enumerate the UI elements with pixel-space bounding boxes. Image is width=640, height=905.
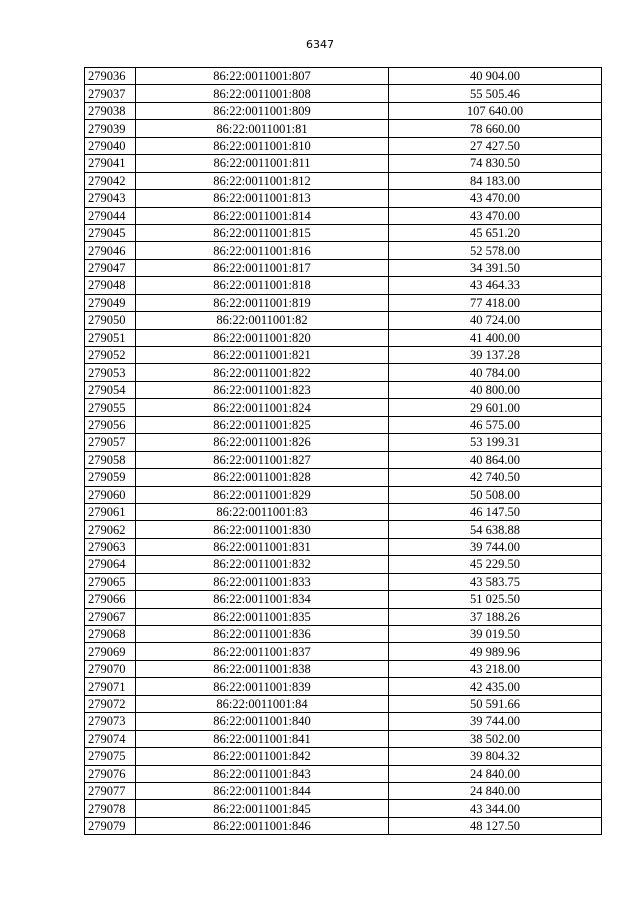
value-cell: 50 508.00 xyxy=(389,486,602,503)
table-row xyxy=(85,207,602,224)
table-row xyxy=(85,381,602,398)
row-id-cell: 279055 xyxy=(85,399,136,416)
table-row xyxy=(85,277,602,294)
table-row xyxy=(85,817,602,834)
cadastral-number-cell: 86:22:0011001:826 xyxy=(136,434,389,451)
cadastral-number-cell: 86:22:0011001:808 xyxy=(136,85,389,102)
cadastral-number-cell: 86:22:0011001:841 xyxy=(136,730,389,747)
value-cell: 55 505.46 xyxy=(389,85,602,102)
row-id-cell: 279046 xyxy=(85,242,136,259)
cadastral-number-cell: 86:22:0011001:829 xyxy=(136,486,389,503)
value-cell: 46 575.00 xyxy=(389,416,602,433)
table-row xyxy=(85,748,602,765)
table-row xyxy=(85,259,602,276)
row-id-cell: 279058 xyxy=(85,451,136,468)
cadastral-number-cell: 86:22:0011001:842 xyxy=(136,748,389,765)
value-cell: 43 583.75 xyxy=(389,573,602,590)
cadastral-number-cell: 86:22:0011001:807 xyxy=(136,68,389,85)
table-row xyxy=(85,503,602,520)
table-row xyxy=(85,416,602,433)
value-cell: 49 989.96 xyxy=(389,643,602,660)
table-row xyxy=(85,678,602,695)
row-id-cell: 279078 xyxy=(85,800,136,817)
value-cell: 45 651.20 xyxy=(389,224,602,241)
value-cell: 43 344.00 xyxy=(389,800,602,817)
row-id-cell: 279065 xyxy=(85,573,136,590)
table-row xyxy=(85,137,602,154)
value-cell: 37 188.26 xyxy=(389,608,602,625)
value-cell: 78 660.00 xyxy=(389,120,602,137)
table-row xyxy=(85,155,602,172)
table-row xyxy=(85,591,602,608)
table-row xyxy=(85,660,602,677)
row-id-cell: 279052 xyxy=(85,347,136,364)
cadastral-number-cell: 86:22:0011001:819 xyxy=(136,294,389,311)
table-row xyxy=(85,730,602,747)
row-id-cell: 279050 xyxy=(85,312,136,329)
cadastral-number-cell: 86:22:0011001:835 xyxy=(136,608,389,625)
registry-table xyxy=(84,67,602,835)
table-row xyxy=(85,347,602,364)
value-cell: 45 229.50 xyxy=(389,556,602,573)
cadastral-number-cell: 86:22:0011001:817 xyxy=(136,259,389,276)
cadastral-number-cell: 86:22:0011001:845 xyxy=(136,800,389,817)
cadastral-number-cell: 86:22:0011001:810 xyxy=(136,137,389,154)
value-cell: 84 183.00 xyxy=(389,172,602,189)
row-id-cell: 279039 xyxy=(85,120,136,137)
cadastral-number-cell: 86:22:0011001:834 xyxy=(136,591,389,608)
cadastral-number-cell: 86:22:0011001:825 xyxy=(136,416,389,433)
row-id-cell: 279064 xyxy=(85,556,136,573)
table-row xyxy=(85,573,602,590)
table-row xyxy=(85,120,602,137)
value-cell: 41 400.00 xyxy=(389,329,602,346)
value-cell: 39 744.00 xyxy=(389,713,602,730)
table-row xyxy=(85,469,602,486)
row-id-cell: 279069 xyxy=(85,643,136,660)
table-row xyxy=(85,68,602,85)
value-cell: 34 391.50 xyxy=(389,259,602,276)
row-id-cell: 279073 xyxy=(85,713,136,730)
cadastral-number-cell: 86:22:0011001:81 xyxy=(136,120,389,137)
row-id-cell: 279036 xyxy=(85,68,136,85)
table-row xyxy=(85,608,602,625)
cadastral-number-cell: 86:22:0011001:837 xyxy=(136,643,389,660)
cadastral-number-cell: 86:22:0011001:84 xyxy=(136,695,389,712)
table-row xyxy=(85,626,602,643)
value-cell: 42 740.50 xyxy=(389,469,602,486)
row-id-cell: 279072 xyxy=(85,695,136,712)
table-row xyxy=(85,434,602,451)
row-id-cell: 279043 xyxy=(85,190,136,207)
cadastral-number-cell: 86:22:0011001:833 xyxy=(136,573,389,590)
row-id-cell: 279067 xyxy=(85,608,136,625)
row-id-cell: 279070 xyxy=(85,660,136,677)
row-id-cell: 279044 xyxy=(85,207,136,224)
value-cell: 39 137.28 xyxy=(389,347,602,364)
table-row xyxy=(85,556,602,573)
row-id-cell: 279061 xyxy=(85,503,136,520)
value-cell: 39 804.32 xyxy=(389,748,602,765)
row-id-cell: 279051 xyxy=(85,329,136,346)
row-id-cell: 279071 xyxy=(85,678,136,695)
cadastral-number-cell: 86:22:0011001:827 xyxy=(136,451,389,468)
row-id-cell: 279049 xyxy=(85,294,136,311)
cadastral-number-cell: 86:22:0011001:836 xyxy=(136,626,389,643)
cadastral-number-cell: 86:22:0011001:839 xyxy=(136,678,389,695)
row-id-cell: 279047 xyxy=(85,259,136,276)
row-id-cell: 279077 xyxy=(85,782,136,799)
row-id-cell: 279060 xyxy=(85,486,136,503)
value-cell: 40 904.00 xyxy=(389,68,602,85)
row-id-cell: 279056 xyxy=(85,416,136,433)
table-row xyxy=(85,329,602,346)
cadastral-number-cell: 86:22:0011001:824 xyxy=(136,399,389,416)
cadastral-number-cell: 86:22:0011001:816 xyxy=(136,242,389,259)
value-cell: 77 418.00 xyxy=(389,294,602,311)
cadastral-number-cell: 86:22:0011001:840 xyxy=(136,713,389,730)
cadastral-number-cell: 86:22:0011001:820 xyxy=(136,329,389,346)
value-cell: 43 218.00 xyxy=(389,660,602,677)
row-id-cell: 279057 xyxy=(85,434,136,451)
cadastral-number-cell: 86:22:0011001:83 xyxy=(136,503,389,520)
row-id-cell: 279054 xyxy=(85,381,136,398)
row-id-cell: 279068 xyxy=(85,626,136,643)
row-id-cell: 279053 xyxy=(85,364,136,381)
value-cell: 27 427.50 xyxy=(389,137,602,154)
cadastral-number-cell: 86:22:0011001:821 xyxy=(136,347,389,364)
table-row xyxy=(85,538,602,555)
row-id-cell: 279041 xyxy=(85,155,136,172)
value-cell: 43 464.33 xyxy=(389,277,602,294)
row-id-cell: 279037 xyxy=(85,85,136,102)
cadastral-number-cell: 86:22:0011001:844 xyxy=(136,782,389,799)
cadastral-number-cell: 86:22:0011001:813 xyxy=(136,190,389,207)
row-id-cell: 279062 xyxy=(85,521,136,538)
cadastral-number-cell: 86:22:0011001:838 xyxy=(136,660,389,677)
value-cell: 39 744.00 xyxy=(389,538,602,555)
value-cell: 24 840.00 xyxy=(389,782,602,799)
registry-table-body xyxy=(85,68,602,835)
page-number: 6347 xyxy=(306,38,334,51)
cadastral-number-cell: 86:22:0011001:815 xyxy=(136,224,389,241)
value-cell: 42 435.00 xyxy=(389,678,602,695)
cadastral-number-cell: 86:22:0011001:811 xyxy=(136,155,389,172)
cadastral-number-cell: 86:22:0011001:812 xyxy=(136,172,389,189)
value-cell: 24 840.00 xyxy=(389,765,602,782)
value-cell: 48 127.50 xyxy=(389,817,602,834)
value-cell: 52 578.00 xyxy=(389,242,602,259)
row-id-cell: 279066 xyxy=(85,591,136,608)
table-row xyxy=(85,643,602,660)
value-cell: 54 638.88 xyxy=(389,521,602,538)
value-cell: 51 025.50 xyxy=(389,591,602,608)
row-id-cell: 279074 xyxy=(85,730,136,747)
row-id-cell: 279076 xyxy=(85,765,136,782)
table-row xyxy=(85,224,602,241)
value-cell: 50 591.66 xyxy=(389,695,602,712)
value-cell: 40 800.00 xyxy=(389,381,602,398)
row-id-cell: 279042 xyxy=(85,172,136,189)
cadastral-number-cell: 86:22:0011001:809 xyxy=(136,102,389,119)
row-id-cell: 279048 xyxy=(85,277,136,294)
value-cell: 74 830.50 xyxy=(389,155,602,172)
table-row xyxy=(85,451,602,468)
row-id-cell: 279079 xyxy=(85,817,136,834)
value-cell: 38 502.00 xyxy=(389,730,602,747)
cadastral-number-cell: 86:22:0011001:846 xyxy=(136,817,389,834)
value-cell: 40 724.00 xyxy=(389,312,602,329)
table-row xyxy=(85,782,602,799)
cadastral-number-cell: 86:22:0011001:818 xyxy=(136,277,389,294)
value-cell: 40 784.00 xyxy=(389,364,602,381)
table-row xyxy=(85,312,602,329)
value-cell: 29 601.00 xyxy=(389,399,602,416)
table-row xyxy=(85,695,602,712)
table-row xyxy=(85,713,602,730)
table-row xyxy=(85,294,602,311)
table-row xyxy=(85,765,602,782)
cadastral-number-cell: 86:22:0011001:823 xyxy=(136,381,389,398)
row-id-cell: 279059 xyxy=(85,469,136,486)
value-cell: 46 147.50 xyxy=(389,503,602,520)
table-row xyxy=(85,486,602,503)
cadastral-number-cell: 86:22:0011001:828 xyxy=(136,469,389,486)
value-cell: 43 470.00 xyxy=(389,190,602,207)
cadastral-number-cell: 86:22:0011001:832 xyxy=(136,556,389,573)
cadastral-number-cell: 86:22:0011001:82 xyxy=(136,312,389,329)
table-row xyxy=(85,172,602,189)
cadastral-number-cell: 86:22:0011001:814 xyxy=(136,207,389,224)
cadastral-number-cell: 86:22:0011001:830 xyxy=(136,521,389,538)
value-cell: 43 470.00 xyxy=(389,207,602,224)
value-cell: 107 640.00 xyxy=(389,102,602,119)
cadastral-number-cell: 86:22:0011001:831 xyxy=(136,538,389,555)
table-row xyxy=(85,800,602,817)
table-row xyxy=(85,102,602,119)
row-id-cell: 279075 xyxy=(85,748,136,765)
table-row xyxy=(85,521,602,538)
row-id-cell: 279045 xyxy=(85,224,136,241)
table-row xyxy=(85,242,602,259)
table-row xyxy=(85,85,602,102)
row-id-cell: 279040 xyxy=(85,137,136,154)
value-cell: 53 199.31 xyxy=(389,434,602,451)
table-row xyxy=(85,364,602,381)
row-id-cell: 279063 xyxy=(85,538,136,555)
row-id-cell: 279038 xyxy=(85,102,136,119)
cadastral-number-cell: 86:22:0011001:822 xyxy=(136,364,389,381)
table-row xyxy=(85,190,602,207)
value-cell: 39 019.50 xyxy=(389,626,602,643)
table-row xyxy=(85,399,602,416)
value-cell: 40 864.00 xyxy=(389,451,602,468)
cadastral-number-cell: 86:22:0011001:843 xyxy=(136,765,389,782)
